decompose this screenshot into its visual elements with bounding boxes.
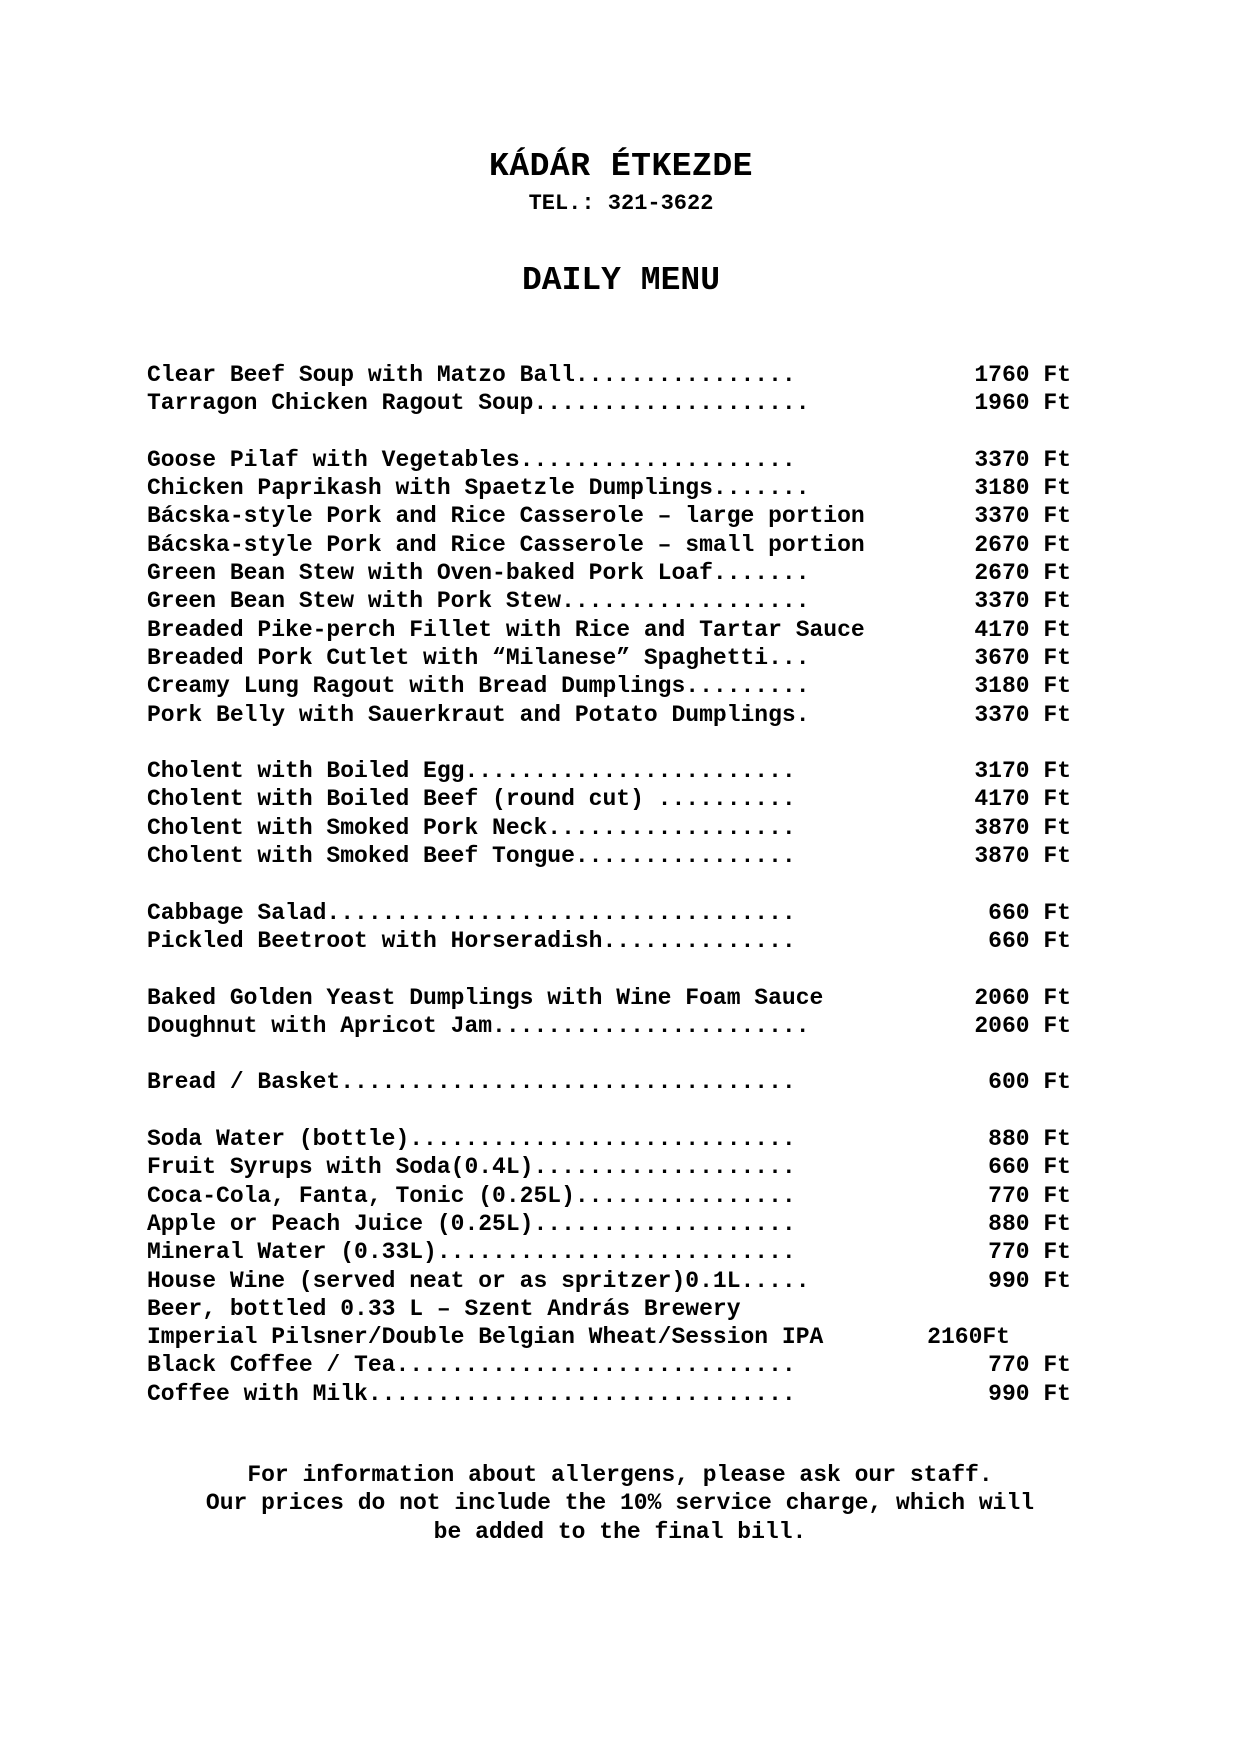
menu-item-name: Breaded Pork Cutlet with “Milanese” Spaghetti...	[147, 644, 810, 671]
menu-item-price: 880 Ft	[988, 1210, 1071, 1237]
menu-item-price: 3180 Ft	[974, 673, 1071, 700]
menu-item-price: 660 Ft	[988, 899, 1071, 926]
menu-item	[147, 1351, 1087, 1379]
menu-item-name: Doughnut with Apricot Jam.......................	[147, 1012, 810, 1039]
menu-item	[147, 361, 1087, 389]
menu-item	[147, 389, 1087, 417]
menu-item-name: House Wine (served neat or as spritzer)0.1L.....	[147, 1267, 810, 1294]
menu-item-name: Breaded Pike-perch Fillet with Rice and Tartar Sauce	[147, 616, 865, 643]
footer-line: be added to the final bill.	[433, 1518, 807, 1545]
menu-item-price: 660 Ft	[988, 1154, 1071, 1181]
menu-section	[147, 361, 1087, 418]
menu-item	[147, 842, 1087, 870]
footer-note	[150, 1461, 1090, 1546]
menu-item	[147, 1068, 1087, 1096]
menu-item	[147, 1380, 1087, 1408]
menu-item-price: 3370 Ft	[974, 588, 1071, 615]
menu-item	[147, 927, 1087, 955]
menu-item-name: Soda Water (bottle)............................	[147, 1126, 796, 1153]
menu-item-name: Bácska-style Pork and Rice Casserole – small portion	[147, 531, 865, 558]
menu-item	[147, 502, 1087, 530]
menu-item-name: Pickled Beetroot with Horseradish..............	[147, 927, 796, 954]
menu-item-name: Black Coffee / Tea.............................	[147, 1352, 796, 1379]
menu-item-name: Baked Golden Yeast Dumplings with Wine Foam Sauce	[147, 984, 824, 1011]
menu-item-price: 880 Ft	[988, 1126, 1071, 1153]
menu-item	[147, 1125, 1087, 1153]
menu-item-price: 2160Ft	[927, 1324, 1010, 1351]
menu-item-price: 770 Ft	[988, 1352, 1071, 1379]
menu-item	[147, 616, 1087, 644]
menu-item	[147, 757, 1087, 785]
menu-item	[147, 1238, 1087, 1266]
menu-item-price: 3870 Ft	[974, 843, 1071, 870]
menu-item	[147, 559, 1087, 587]
menu-item-price: 4170 Ft	[974, 616, 1071, 643]
menu-item-price: 2060 Ft	[974, 1012, 1071, 1039]
menu-item	[147, 701, 1087, 729]
menu-item-price: 1960 Ft	[974, 390, 1071, 417]
menu-section	[147, 757, 1087, 870]
menu-item-price: 770 Ft	[988, 1182, 1071, 1209]
menu-item-price: 3370 Ft	[974, 446, 1071, 473]
menu-item-name: Cholent with Boiled Egg........................	[147, 758, 796, 785]
footer-line: Our prices do not include the 10% service charge, which will	[205, 1490, 1035, 1517]
menu-item-price: 660 Ft	[988, 927, 1071, 954]
menu-item-price: 3870 Ft	[974, 814, 1071, 841]
menu-item	[147, 531, 1087, 559]
menu-item	[147, 644, 1087, 672]
menu-item-price: 3180 Ft	[974, 475, 1071, 502]
menu-item-name: Cholent with Smoked Beef Tongue................	[147, 843, 796, 870]
menu-item-price: 3170 Ft	[974, 758, 1071, 785]
menu-item	[147, 672, 1087, 700]
menu-item-name: Chicken Paprikash with Spaetzle Dumplings.......	[147, 475, 810, 502]
menu-item-name: Bread / Basket.................................	[147, 1069, 796, 1096]
menu-item	[147, 984, 1087, 1012]
menu-item-price: 600 Ft	[988, 1069, 1071, 1096]
menu-item	[147, 785, 1087, 813]
menu-item-name: Coca-Cola, Fanta, Tonic (0.25L)................	[147, 1182, 796, 1209]
menu-section	[147, 1125, 1087, 1408]
menu-section	[147, 899, 1087, 956]
menu-item-price: 770 Ft	[988, 1239, 1071, 1266]
menu-item-price: 990 Ft	[988, 1267, 1071, 1294]
menu-item-name: Cholent with Smoked Pork Neck..................	[147, 814, 796, 841]
menu-item	[147, 587, 1087, 615]
menu-item-price: 3370 Ft	[974, 503, 1071, 530]
menu-item-price: 1760 Ft	[974, 362, 1071, 388]
footer-line: For information about allergens, please ask our staff.	[247, 1462, 993, 1488]
menu-item-price: 3370 Ft	[974, 701, 1071, 728]
menu-item-name: Coffee with Milk...............................	[147, 1380, 796, 1407]
menu-item	[147, 814, 1087, 842]
menu-item-name: Pork Belly with Sauerkraut and Potato Dumplings.	[147, 701, 810, 728]
menu-item-name: Tarragon Chicken Ragout Soup....................	[147, 390, 810, 417]
menu-title: DAILY MENU	[521, 262, 721, 299]
menu-item	[147, 1182, 1087, 1210]
menu-item-price: 2670 Ft	[974, 560, 1071, 587]
menu-item-name: Fruit Syrups with Soda(0.4L)...................	[147, 1154, 796, 1181]
menu-item-name: Beer, bottled 0.33 L – Szent András Brewery	[147, 1295, 741, 1322]
menu-item-price: 2670 Ft	[974, 531, 1071, 558]
menu-section	[147, 446, 1087, 729]
menu-item-name: Cholent with Boiled Beef (round cut) ..........	[147, 786, 796, 813]
menu-item-name: Goose Pilaf with Vegetables....................	[147, 446, 796, 473]
menu-item	[147, 1323, 1087, 1351]
menu-item-name: Clear Beef Soup with Matzo Ball................	[147, 362, 796, 388]
phone-number: TEL.: 321-3622	[528, 191, 714, 216]
menu-item-price: 4170 Ft	[974, 786, 1071, 813]
menu-list	[147, 361, 1087, 1436]
menu-item-price: 990 Ft	[988, 1380, 1071, 1407]
menu-item	[147, 474, 1087, 502]
menu-item-name: Creamy Lung Ragout with Bread Dumplings.........	[147, 673, 810, 700]
menu-item-name: Mineral Water (0.33L)..........................	[147, 1239, 796, 1266]
menu-item-name: Green Bean Stew with Pork Stew..................	[147, 588, 810, 615]
menu-section	[147, 984, 1087, 1041]
menu-item	[147, 446, 1087, 474]
menu-item	[147, 1012, 1087, 1040]
menu-item	[147, 899, 1087, 927]
menu-item-price: 2060 Ft	[974, 984, 1071, 1011]
menu-item	[147, 1267, 1087, 1295]
menu-item	[147, 1210, 1087, 1238]
menu-item-name: Bácska-style Pork and Rice Casserole – large portion	[147, 503, 865, 530]
menu-item	[147, 1153, 1087, 1181]
menu-item-price: 3670 Ft	[974, 644, 1071, 671]
menu-item	[147, 1295, 1087, 1323]
menu-section	[147, 1068, 1087, 1096]
menu-item-name: Imperial Pilsner/Double Belgian Wheat/Session IPA	[147, 1324, 824, 1351]
menu-item-name: Green Bean Stew with Oven-baked Pork Loaf.......	[147, 560, 810, 587]
restaurant-name: KÁDÁR ÉTKEZDE	[489, 148, 753, 185]
menu-item-name: Cabbage Salad..................................	[147, 899, 796, 926]
menu-item-name: Apple or Peach Juice (0.25L)...................	[147, 1210, 796, 1237]
